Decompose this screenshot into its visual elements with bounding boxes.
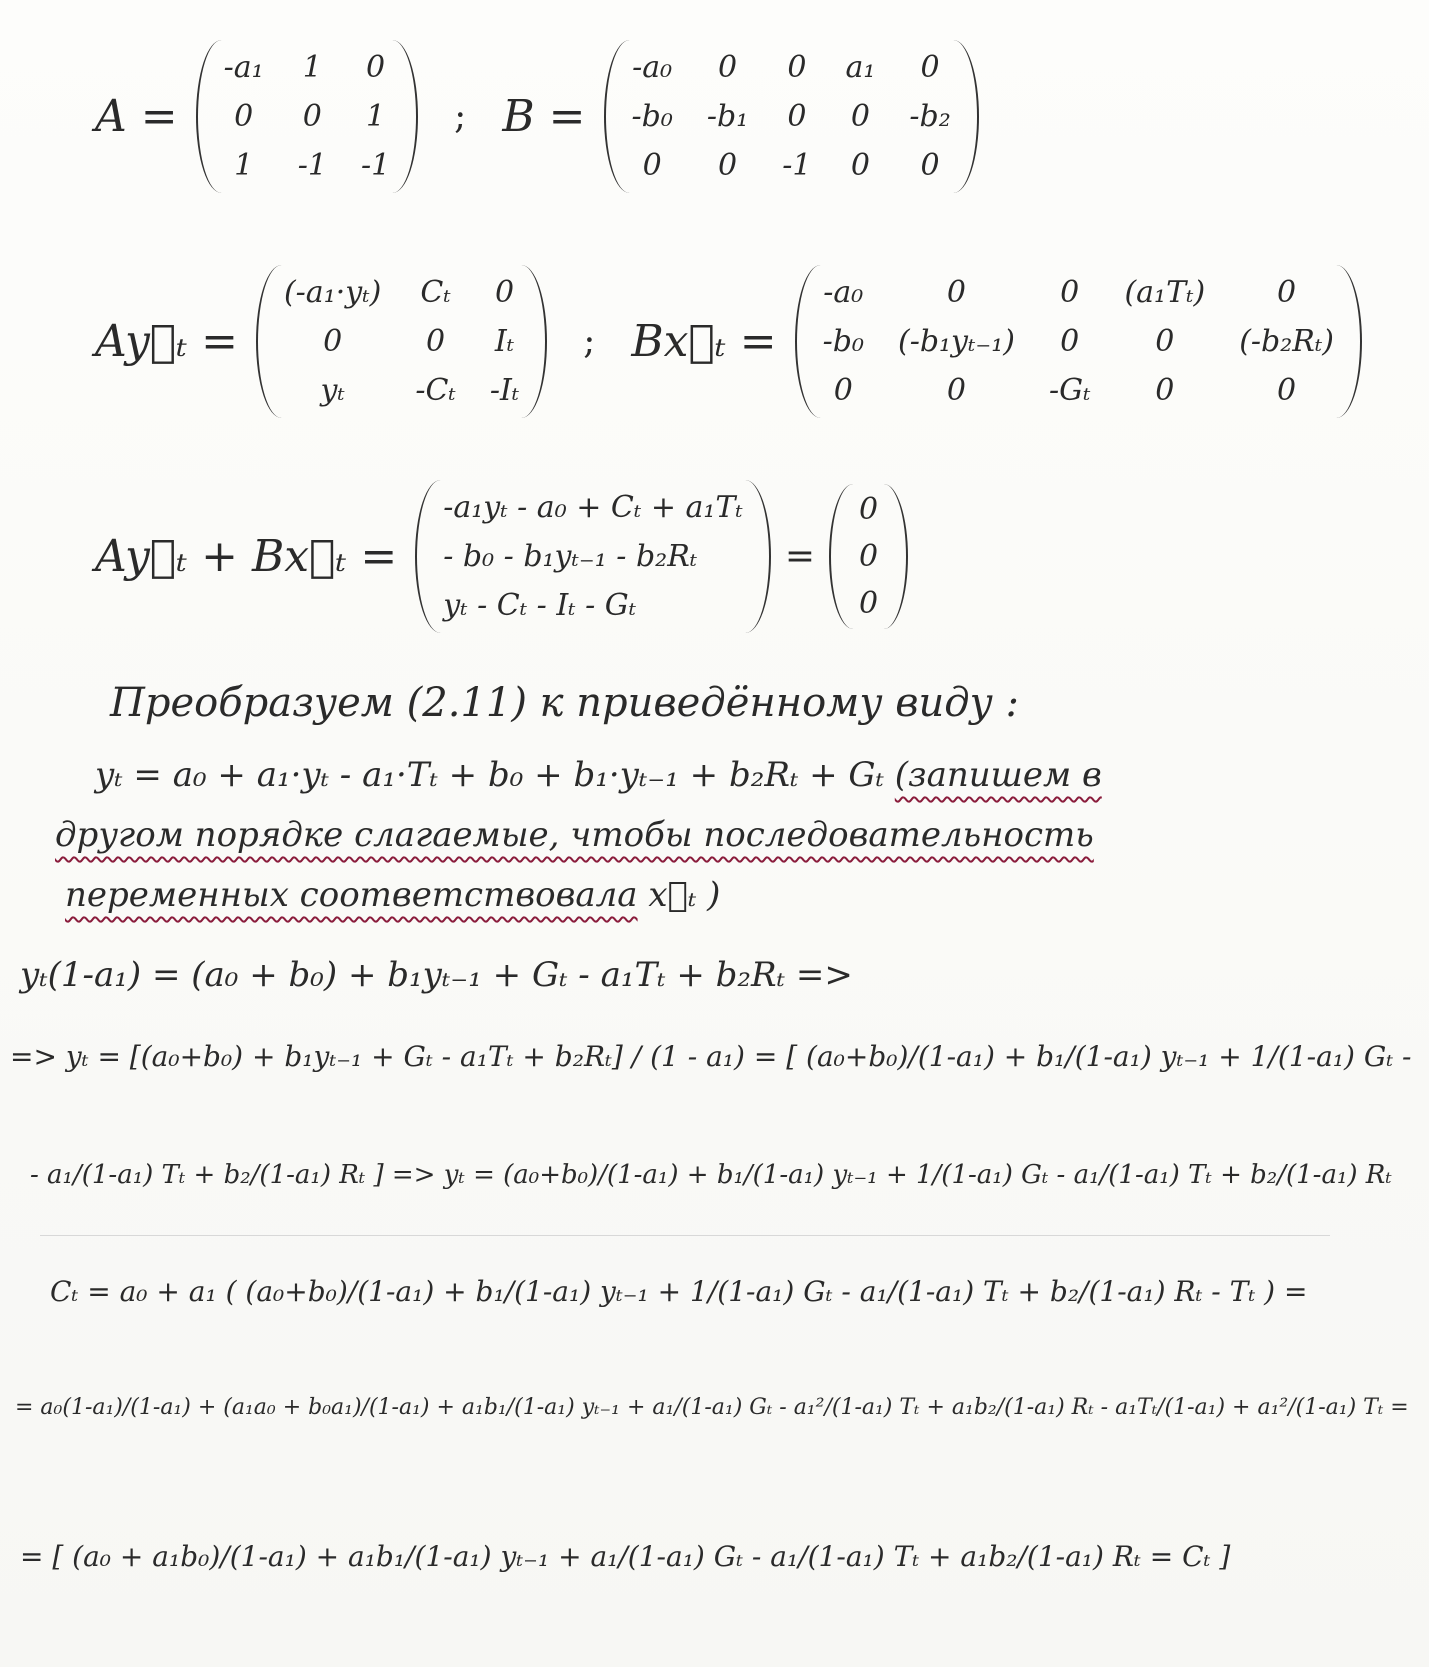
matrix-b-cell: a₁: [845, 50, 876, 85]
sum-vector: [415, 480, 771, 633]
zero-vector-cell: 0: [858, 586, 879, 621]
matrix-a-cell: -1: [297, 148, 327, 183]
matrix-bx-cell: 0: [1277, 373, 1297, 408]
matrix-bx-cell: 0: [1155, 373, 1175, 408]
matrix-bx-cell: (-b₂Rₜ): [1239, 324, 1334, 359]
matrix-bx-cell: (-b₁yₜ₋₁): [897, 324, 1015, 359]
note-text-1: (запишем в: [894, 755, 1102, 795]
matrix-bx-cell: 0: [946, 373, 967, 408]
note-text-2: другом порядке слагаемые, чтобы последовательность: [55, 815, 1094, 855]
matrix-definitions-row: [95, 40, 979, 193]
matrix-ay-cell: -Iₜ: [489, 373, 520, 408]
matrix-b-label: B =: [502, 91, 586, 142]
matrix-b-cell: 0: [787, 50, 807, 85]
sum-vector-row: -a₁yₜ - a₀ + Cₜ + a₁Tₜ: [443, 490, 743, 525]
matrix-ay-cell: Iₜ: [494, 324, 515, 359]
matrix-bx-cell: 0: [1155, 324, 1175, 359]
matrix-a-label: A =: [95, 91, 178, 142]
equation-c-final: = [ (a₀ + a₁b₀)/(1-a₁) + a₁b₁/(1-a₁) yₜ₋₁ + a₁/(1-a₁) Gₜ - a₁/(1-a₁) Tₜ + a₁b₂/(1-a₁) Rₜ = Cₜ ]: [20, 1540, 1231, 1573]
matrix-b-cell: 0: [920, 50, 940, 85]
matrix-a-cell: 1: [234, 148, 254, 183]
matrix-b-cell: -b₁: [706, 99, 749, 134]
equation-step-1: yₜ(1-a₁) = (a₀ + b₀) + b₁yₜ₋₁ + Gₜ - a₁Tₜ + b₂Rₜ =>: [20, 955, 853, 995]
matrix-b-cell: 0: [718, 148, 738, 183]
matrix-ay-cell: Cₜ: [420, 275, 451, 310]
sum-equation-row: [95, 480, 908, 633]
matrix-b-cell: -a₀: [632, 50, 673, 85]
matrix-a: [196, 40, 419, 193]
matrix-b-cell: 0: [718, 50, 738, 85]
matrix-bx-cell: 0: [946, 275, 967, 310]
vector-x-ref: x⃗ₜ ): [648, 875, 721, 915]
equation-c-2: = a₀(1-a₁)/(1-a₁) + (a₁a₀ + b₀a₁)/(1-a₁) + a₁b₁/(1-a₁) yₜ₋₁ + a₁/(1-a₁) Gₜ - a₁²/(1-a₁) Tₜ + a₁b₂/(1-a₁) Rₜ - a₁Tₜ/(1-a₁) + a₁²/(1-a₁) Tₜ =: [15, 1395, 1409, 1420]
matrix-b-cell: 0: [642, 148, 662, 183]
matrix-a-cell: 0: [302, 99, 322, 134]
matrix-bx-label: Bx⃗ₜ =: [631, 316, 777, 367]
matrix-bx-cell: -b₀: [822, 324, 864, 359]
matrix-b-cell: -b₂: [909, 99, 951, 134]
matrix-ay-label: Ay⃗ₜ =: [95, 316, 238, 367]
matrix-bx: [795, 265, 1362, 418]
matrix-a-cell: 1: [302, 50, 322, 85]
transform-heading: Преобразуем (2.11) к приведённому виду :: [110, 680, 1020, 726]
zero-vector-cell: 0: [858, 492, 879, 527]
faint-divider: [40, 1235, 1330, 1236]
matrix-bx-cell: -a₀: [823, 275, 864, 310]
sum-label: Ay⃗ₜ + Bx⃗ₜ =: [95, 531, 398, 582]
zero-vector-cell: 0: [858, 539, 879, 574]
separator-semicolon: ;: [454, 96, 467, 137]
sum-equals: =: [784, 536, 815, 577]
equation-y-expanded-text: yₜ = a₀ + a₁·yₜ - a₁·Tₜ + b₀ + b₁·yₜ₋₁ + b₂Rₜ + Gₜ: [95, 755, 884, 795]
matrix-ay-cell: (-a₁·yₜ): [283, 275, 382, 310]
matrix-bx-cell: 0: [1277, 275, 1297, 310]
matrix-ay-cell: 0: [323, 324, 343, 359]
note-line-3: [65, 875, 720, 915]
matrix-bx-cell: 0: [1060, 275, 1080, 310]
matrix-b-cell: -b₀: [631, 99, 673, 134]
equation-step-3: - a₁/(1-a₁) Tₜ + b₂/(1-a₁) Rₜ ] => yₜ = (a₀+b₀)/(1-a₁) + b₁/(1-a₁) yₜ₋₁ + 1/(1-a₁) Gₜ - a₁/(1-a₁) Tₜ + b₂/(1-a₁) Rₜ: [30, 1160, 1392, 1190]
matrix-b-cell: -1: [782, 148, 812, 183]
equation-c-1: Cₜ = a₀ + a₁ ( (a₀+b₀)/(1-a₁) + b₁/(1-a₁) yₜ₋₁ + 1/(1-a₁) Gₜ - a₁/(1-a₁) Tₜ + b₂/(1-a₁) Rₜ - Tₜ ) =: [50, 1275, 1308, 1308]
note-text-3: переменных соответствовала: [65, 875, 638, 915]
matrix-a-cell: -a₁: [223, 50, 264, 85]
matrix-bx-cell: 0: [833, 373, 853, 408]
matrix-bx-cell: 0: [1060, 324, 1080, 359]
matrix-a-cell: 1: [366, 99, 386, 134]
matrix-bx-cell: (a₁Tₜ): [1124, 275, 1206, 310]
matrix-bx-cell: -Gₜ: [1048, 373, 1091, 408]
equation-step-2: => yₜ = [(a₀+b₀) + b₁yₜ₋₁ + Gₜ - a₁Tₜ + b₂Rₜ] / (1 - a₁) = [ (a₀+b₀)/(1-a₁) + b₁/(1-a₁) yₜ₋₁ + 1/(1-a₁) Gₜ -: [10, 1040, 1412, 1073]
matrix-ay: [256, 265, 547, 418]
matrix-a-cell: 0: [366, 50, 386, 85]
equation-y-expanded: [95, 755, 1102, 795]
matrix-b-cell: 0: [850, 99, 870, 134]
matrix-b-cell: 0: [787, 99, 807, 134]
matrix-b: [604, 40, 979, 193]
matrix-a-cell: 0: [234, 99, 254, 134]
matrix-ay-cell: -Cₜ: [415, 373, 456, 408]
separator-semicolon: ;: [583, 321, 596, 362]
matrix-ay-cell: 0: [494, 275, 515, 310]
zero-vector: [829, 484, 908, 629]
matrix-ay-cell: 0: [426, 324, 446, 359]
matrix-ay-cell: yₜ: [320, 373, 345, 408]
matrix-b-cell: 0: [850, 148, 870, 183]
sum-vector-row: - b₀ - b₁yₜ₋₁ - b₂Rₜ: [443, 539, 698, 574]
sum-vector-row: yₜ - Cₜ - Iₜ - Gₜ: [443, 588, 637, 623]
matrix-products-row: [95, 265, 1362, 418]
matrix-a-cell: -1: [360, 148, 391, 183]
matrix-b-cell: 0: [920, 148, 940, 183]
